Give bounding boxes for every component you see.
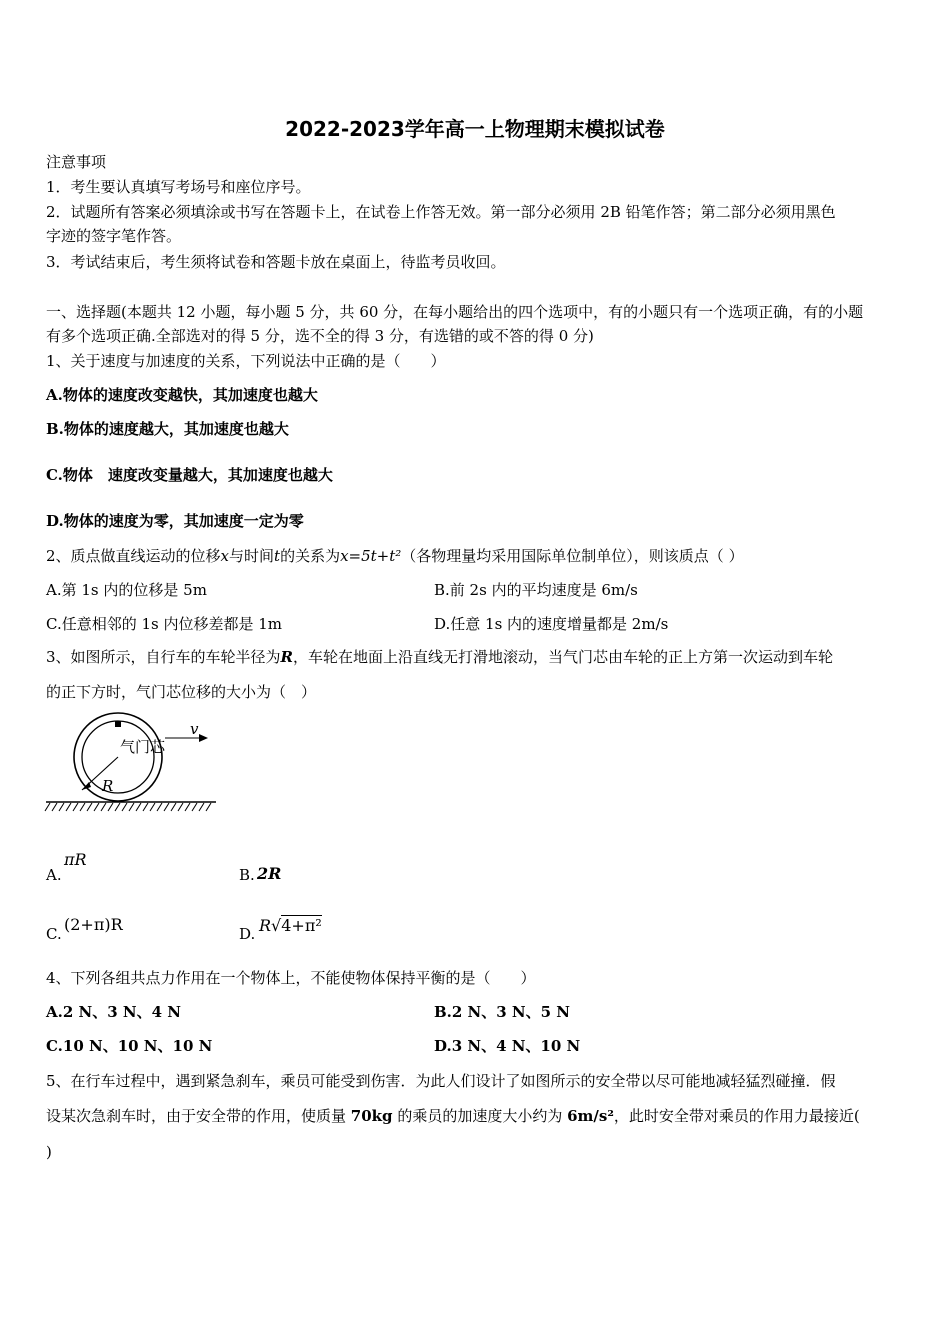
q2-option-a: A.第 1s 内的位移是 5m bbox=[46, 581, 207, 599]
q1-option-b: B.物体的速度越大，其加速度也越大 bbox=[46, 420, 289, 438]
valve-label: 气门芯 bbox=[120, 738, 166, 756]
q4-option-a: A.2 N、3 N、4 N bbox=[46, 1003, 181, 1021]
q2-stem-rel: 的关系为 bbox=[280, 547, 341, 565]
q1-option-a: A.物体的速度改变越快，其加速度也越大 bbox=[46, 386, 318, 404]
q3-stem bbox=[46, 647, 833, 667]
notice-heading: 注意事项 bbox=[46, 153, 107, 171]
q3-stem-post: ，车轮在地面上沿直线无打滑地滚动，当气门芯由车轮的正上方第一次运动到车轮 bbox=[293, 648, 834, 666]
q2-stem-pre: 2、质点做直线运动的位移 bbox=[46, 547, 221, 565]
q5-stem-cont bbox=[46, 1106, 860, 1126]
q5-stem-pre: 设某次急刹车时，由于安全带的作用，使质量 bbox=[46, 1107, 351, 1125]
q3-stem-pre: 3、如图所示，自行车的车轮半径为 bbox=[46, 648, 281, 666]
velocity-label: v bbox=[190, 720, 199, 738]
q1-option-d: D.物体的速度为零，其加速度一定为零 bbox=[46, 512, 304, 530]
ground-hatching bbox=[45, 803, 211, 811]
q5-mass: 70kg bbox=[350, 1107, 393, 1125]
q4-option-d: D.3 N、4 N、10 N bbox=[434, 1037, 581, 1055]
q3-option-c-math: (2+π)R bbox=[64, 915, 123, 934]
q3-option-d-math bbox=[259, 916, 322, 935]
q2-option-c: C.任意相邻的 1s 内位移差都是 1m bbox=[46, 615, 283, 633]
q3-option-a-math: πR bbox=[64, 850, 87, 869]
q2-var-x: x bbox=[220, 547, 230, 565]
velocity-arrowhead bbox=[199, 734, 208, 742]
q5-stem-mid: 的乘员的加速度大小约为 bbox=[392, 1107, 568, 1125]
q2-equation: x=5t+t² bbox=[340, 547, 402, 565]
q3-option-d-radicand: 4+π² bbox=[281, 916, 322, 935]
q3-option-d-label: D. bbox=[239, 925, 256, 943]
radius-label: R bbox=[102, 777, 114, 795]
q2-stem-post: （各物理量均采用国际单位制单位），则该质点（ ） bbox=[401, 547, 744, 565]
notice-item-1: 1．考生要认真填写考场号和座位序号。 bbox=[46, 178, 311, 196]
q3-option-d-r: R bbox=[259, 916, 272, 935]
q1-stem: 1、关于速度与加速度的关系，下列说法中正确的是（ ） bbox=[46, 352, 446, 370]
q3-option-b-label: B. bbox=[239, 866, 255, 884]
q1-option-c: C.物体 速度改变量越大，其加速度也越大 bbox=[46, 466, 333, 484]
q5-stem-end: ) bbox=[46, 1143, 52, 1161]
q4-stem: 4、下列各组共点力作用在一个物体上，不能使物体保持平衡的是（ ） bbox=[46, 969, 536, 987]
q3-option-a-label: A. bbox=[46, 866, 62, 884]
q4-option-b: B.2 N、3 N、5 N bbox=[434, 1003, 571, 1021]
notice-item-3: 3．考试结束后，考生须将试卷和答题卡放在桌面上，待监考员收回。 bbox=[46, 253, 506, 271]
sqrt-sign: √ bbox=[271, 916, 282, 935]
q2-var-t: t bbox=[274, 547, 281, 565]
q2-option-b: B.前 2s 内的平均速度是 6m/s bbox=[434, 581, 638, 599]
q5-stem-post: ，此时安全带对乘员的作用力最接近( bbox=[613, 1107, 860, 1125]
section-heading: 一、选择题(本题共 12 小题，每小题 5 分，共 60 分，在每小题给出的四个选项中，有的小题只有一个选项正确，有的小题 bbox=[46, 303, 864, 321]
page-title: 2022-2023学年高一上物理期末模拟试卷 bbox=[285, 117, 665, 141]
wheel-figure bbox=[40, 712, 230, 822]
q5-acceleration: 6m/s² bbox=[567, 1107, 614, 1125]
q3-stem-cont: 的正下方时，气门芯位移的大小为（ ） bbox=[46, 683, 317, 701]
q3-var-r: R bbox=[280, 648, 294, 666]
notice-item-2: 2．试题所有答案必须填涂或书写在答题卡上，在试卷上作答无效。第一部分必须用 2B 铅笔作答；第二部分必须用黑色 bbox=[46, 203, 836, 221]
valve-core-marker bbox=[115, 721, 121, 727]
q5-stem: 5、在行车过程中，遇到紧急刹车，乘员可能受到伤害．为此人们设计了如图所示的安全带以尽可能地减轻猛烈碰撞．假 bbox=[46, 1072, 836, 1090]
q2-stem bbox=[46, 546, 744, 566]
q3-option-c-label: C. bbox=[46, 925, 62, 943]
section-heading-cont: 有多个选项正确.全部选对的得 5 分，选不全的得 3 分，有选错的或不答的得 0 分) bbox=[46, 327, 594, 345]
q3-option-b-math: 2R bbox=[257, 864, 282, 883]
q2-option-d: D.任意 1s 内的速度增量都是 2m/s bbox=[434, 615, 669, 633]
notice-item-2-cont: 字迹的签字笔作答。 bbox=[46, 227, 182, 245]
q2-stem-mid: 与时间 bbox=[229, 547, 275, 565]
q4-option-c: C.10 N、10 N、10 N bbox=[46, 1037, 213, 1055]
